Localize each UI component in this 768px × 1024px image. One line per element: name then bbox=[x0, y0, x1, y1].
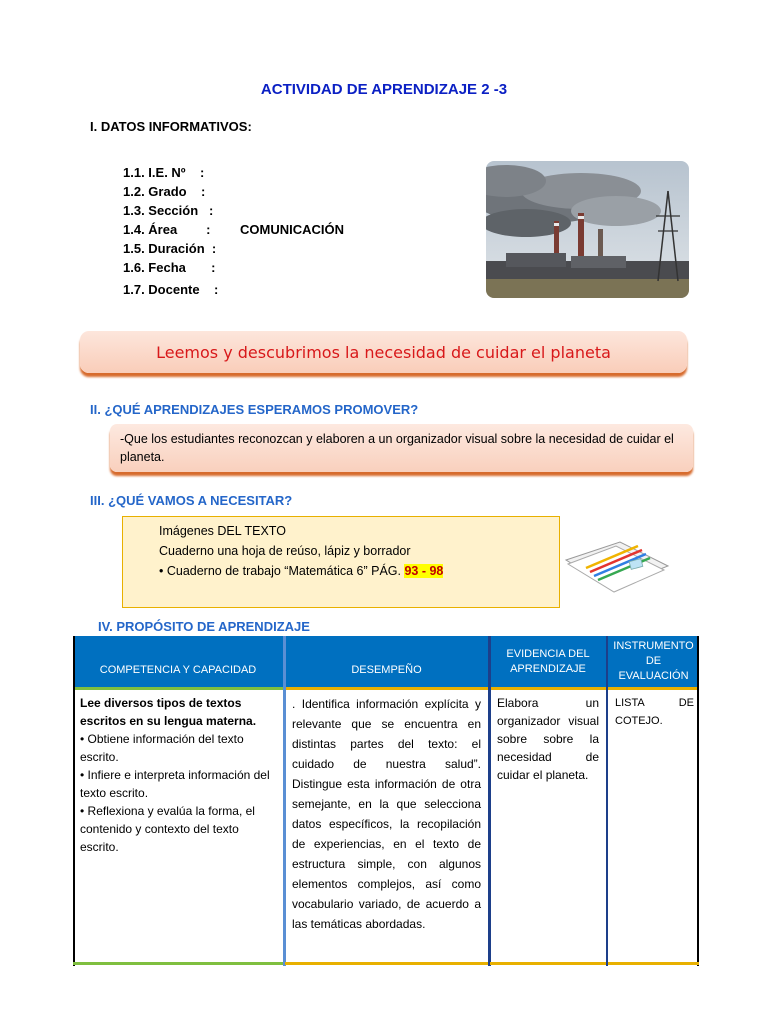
info-row-ie: 1.1. I.E. Nº : bbox=[123, 165, 205, 180]
section-heading-datos: I. DATOS INFORMATIVOS: bbox=[90, 119, 252, 134]
section-title: ¿QUÉ APRENDIZAJES ESPERAMOS PROMOVER? bbox=[104, 402, 419, 417]
header-desempeno: DESEMPEÑO bbox=[285, 636, 488, 687]
material-workbook bbox=[159, 561, 559, 581]
row-accent-bar bbox=[490, 962, 606, 965]
info-row-duracion: 1.5. Duración : bbox=[123, 241, 217, 256]
cell-competencia bbox=[75, 691, 283, 970]
column-border bbox=[697, 636, 699, 966]
row-accent-bar bbox=[490, 687, 606, 690]
info-row-seccion: 1.3. Sección : bbox=[123, 203, 214, 218]
row-accent-bar bbox=[73, 962, 283, 965]
section-heading-necesitar bbox=[90, 493, 292, 508]
notebook-pencils-clipart bbox=[560, 516, 672, 600]
header-competencia: COMPETENCIA Y CAPACIDAD bbox=[73, 636, 283, 687]
material-notebook: Cuaderno una hoja de reúso, lápiz y borrador bbox=[159, 544, 411, 558]
header-instrumento: INSTRUMENTO DE EVALUACIÓN bbox=[608, 636, 699, 687]
column-border bbox=[283, 636, 286, 966]
cell-desempeno: . Identifica información explícita y relevante que se encuentra en distintas partes del texto: el cuidado de nuestra salud”. Distingue esta información de otra semejante, en la que selecciona datos específicos, la recopilación de experiencias, en el texto de estructura simple, con algunos elementos complejos, así como vocabulario variado, de acuerdo a las temáticas abordadas. bbox=[292, 697, 481, 931]
page-title: ACTIVIDAD DE APRENDIZAJE 2 -3 bbox=[260, 81, 508, 98]
competencia-title: Lee diversos tipos de textos escritos en su lengua materna. bbox=[80, 696, 257, 728]
row-accent-bar bbox=[285, 962, 488, 965]
info-row-area: 1.4. Área : bbox=[123, 222, 211, 237]
column-border bbox=[606, 636, 608, 966]
row-accent-bar bbox=[608, 687, 699, 690]
aprendizajes-box: -Que los estudiantes reconozcan y elaboren a un organizador visual sobre la necesidad de cuidar el planeta. bbox=[110, 424, 693, 472]
section-number: II. bbox=[90, 402, 101, 417]
factory-pollution-photo bbox=[486, 161, 689, 298]
capacidad-item: • Reflexiona y evalúa la forma, el contenido y contexto del texto escrito. bbox=[80, 804, 255, 854]
workbook-pages: 93 - 98 bbox=[404, 564, 444, 578]
topic-banner: Leemos y descubrimos la necesidad de cuidar el planeta bbox=[80, 331, 687, 373]
material-images: Imágenes DEL TEXTO bbox=[159, 524, 286, 538]
info-row-docente: 1.7. Docente : bbox=[123, 282, 219, 297]
materials-box bbox=[122, 516, 560, 608]
capacidad-item: • Obtiene información del texto escrito. bbox=[80, 732, 244, 764]
column-border bbox=[488, 636, 491, 966]
section-number: III. bbox=[90, 493, 105, 508]
section-number: IV. bbox=[98, 619, 113, 634]
row-accent-bar bbox=[285, 687, 488, 690]
row-accent-bar bbox=[608, 962, 699, 965]
column-border bbox=[73, 636, 75, 966]
cell-evidencia: Elabora un organizador visual sobre sobre la necesidad de cuidar el planeta. bbox=[497, 696, 599, 782]
cell-instrumento: LISTA DE COTEJO. bbox=[615, 697, 694, 727]
area-value: COMUNICACIÓN bbox=[240, 222, 344, 237]
row-accent-bar bbox=[73, 687, 283, 690]
capacidad-item: • Infiere e interpreta información del texto escrito. bbox=[80, 768, 270, 800]
header-evidencia: EVIDENCIA DEL APRENDIZAJE bbox=[490, 636, 606, 687]
section-title: ¿QUÉ VAMOS A NECESITAR? bbox=[108, 493, 293, 508]
section-heading-proposito bbox=[98, 619, 310, 634]
section-heading-aprendizajes bbox=[90, 402, 418, 417]
info-row-fecha: 1.6. Fecha : bbox=[123, 260, 216, 275]
workbook-text: • Cuaderno de trabajo “Matemática 6” PÁG. bbox=[159, 564, 405, 578]
info-row-grado: 1.2. Grado : bbox=[123, 184, 206, 199]
proposito-table bbox=[73, 636, 699, 966]
section-title: PROPÓSITO DE APRENDIZAJE bbox=[116, 619, 310, 634]
